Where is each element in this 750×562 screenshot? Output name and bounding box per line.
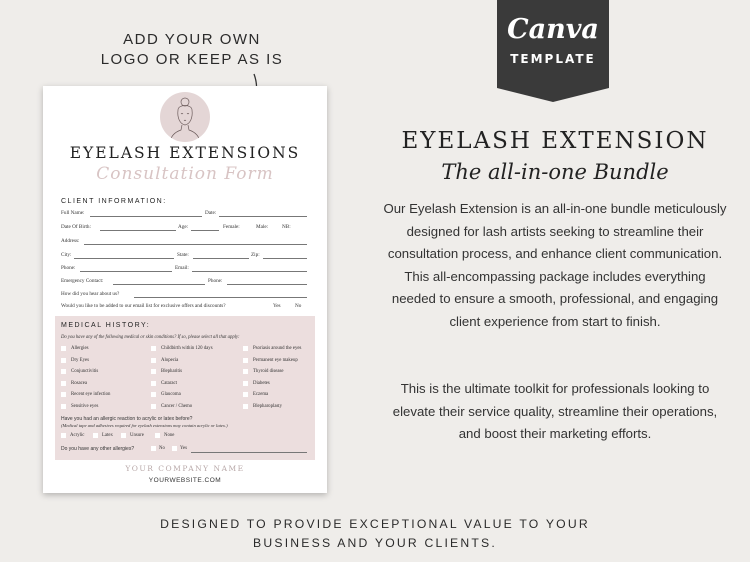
- condition-checkbox[interactable]: [151, 346, 156, 351]
- other-allergies-line: [191, 452, 307, 453]
- form-subtitle: Consultation Form: [96, 164, 274, 184]
- condition-label: Blepharitis: [161, 369, 183, 374]
- condition-checkbox[interactable]: [243, 381, 248, 386]
- allergy-note: (Medical tape and adhesives required for eyelash extensions may contain acrylic or latex.): [61, 423, 228, 428]
- other-allergies-question: Do you have any other allergies?: [61, 446, 135, 452]
- state-label: State:: [177, 252, 189, 258]
- phone-line: [80, 271, 172, 272]
- address-line: [84, 244, 307, 245]
- condition-checkbox[interactable]: [151, 404, 156, 409]
- form-title: EYELASH EXTENSIONS: [69, 144, 301, 162]
- badge-brand: Canva: [507, 14, 599, 45]
- condition-label: Conjunctivitis: [71, 369, 99, 374]
- emergency-contact-line: [113, 284, 205, 285]
- zip-line: [263, 258, 307, 259]
- email-line: [192, 271, 307, 272]
- allergy-option-label: Latex: [102, 433, 113, 438]
- medical-history-heading: MEDICAL HISTORY:: [61, 322, 151, 329]
- phone-label: Phone:: [61, 265, 76, 271]
- condition-label: Rosacea: [71, 380, 87, 386]
- condition-checkbox[interactable]: [61, 404, 66, 409]
- product-subtitle: The all-in-one Bundle: [441, 160, 669, 184]
- emergency-phone-line: [227, 284, 307, 285]
- other-yes-checkbox[interactable]: [172, 446, 177, 451]
- tagline-line1: DESIGNED TO PROVIDE EXCEPTIONAL VALUE TO YOUR: [160, 517, 590, 531]
- full-name-line: [90, 216, 202, 217]
- date-label: Date:: [205, 210, 217, 216]
- canva-template-badge: [497, 0, 609, 88]
- female-label: Female:: [223, 224, 240, 230]
- city-line: [74, 258, 174, 259]
- product-toolkit-text: This is the ultimate toolkit for professionals looking to elevate their service quality, streamline their operations, and boost their marketing efforts.: [392, 381, 718, 442]
- logo-placeholder: [160, 92, 210, 142]
- condition-checkbox[interactable]: [243, 346, 248, 351]
- condition-label: Cancer / Chemo: [161, 403, 193, 409]
- nb-label: NB:: [282, 224, 291, 230]
- other-no-checkbox[interactable]: [151, 446, 156, 451]
- bottom-tagline: [80, 515, 670, 553]
- condition-label: Diabetes: [253, 380, 270, 386]
- tagline-line2: BUSINESS AND YOUR CLIENTS.: [253, 536, 497, 550]
- age-label: Age:: [178, 224, 189, 230]
- condition-label: Psoriasis around the eyes: [253, 346, 302, 351]
- medical-history-section: [55, 316, 315, 460]
- condition-checkbox[interactable]: [61, 392, 66, 397]
- condition-label: Eczema: [253, 392, 269, 397]
- email-list-question: Would you like to be added to our email list for exclusive offers and discounts?: [61, 303, 226, 309]
- condition-checkbox[interactable]: [61, 369, 66, 374]
- hear-about-label: How did you hear about us?: [61, 291, 120, 297]
- product-title: EYELASH EXTENSION: [401, 128, 709, 154]
- allergy-question: Have you had an allergic reaction to acrylic or latex before?: [61, 416, 193, 422]
- state-line: [193, 258, 249, 259]
- allergy-option-checkbox[interactable]: [121, 433, 126, 438]
- company-website: YOURWEBSITE.COM: [148, 477, 222, 484]
- consultation-form-preview: [43, 86, 327, 493]
- logo-note-line1: ADD YOUR OWN: [123, 31, 261, 48]
- condition-checkbox[interactable]: [61, 381, 66, 386]
- company-name: YOUR COMPANY NAME: [125, 464, 245, 473]
- condition-label: Dry Eyes: [71, 357, 89, 363]
- allergy-option-label: Unsure: [130, 433, 144, 438]
- logo-note: [92, 30, 292, 70]
- date-line: [219, 216, 307, 217]
- product-description: Our Eyelash Extension is an all-in-one bundle meticulously designed for lash artists seeking to streamline their consultation process, and enhance client communication. This all-encompassing package includes everything needed to ensure a smooth, professional, and engaging client experience from start to finish.: [383, 201, 727, 329]
- condition-label: Cataract: [161, 380, 177, 386]
- condition-checkbox[interactable]: [151, 358, 156, 363]
- condition-label: Childbirth within 120 days: [161, 346, 213, 351]
- condition-checkbox[interactable]: [243, 369, 248, 374]
- other-no-label: No: [159, 446, 165, 451]
- medical-question: Do you have any of the following medical or skin conditions? If so, please select all that apply:: [61, 335, 240, 340]
- email-label: Email:: [175, 265, 189, 271]
- condition-label: Blepharoplasty: [253, 403, 283, 409]
- condition-label: Glaucoma: [161, 392, 181, 397]
- condition-checkbox[interactable]: [151, 369, 156, 374]
- condition-label: Allergies: [71, 346, 89, 351]
- condition-label: Sensitive eyes: [71, 403, 99, 409]
- allergy-option-label: None: [164, 433, 175, 438]
- allergy-option-checkbox[interactable]: [61, 433, 66, 438]
- emergency-contact-label: Emergency Contact:: [61, 278, 104, 284]
- hear-about-line: [134, 297, 307, 298]
- full-name-label: Full Name:: [61, 210, 85, 216]
- condition-label: Thyroid disease: [253, 369, 284, 374]
- condition-label: Recent eye infection: [71, 392, 111, 397]
- zip-label: Zip:: [251, 252, 260, 258]
- address-label: Address:: [61, 238, 80, 244]
- allergy-option-checkbox[interactable]: [155, 433, 160, 438]
- badge-label: TEMPLATE: [510, 52, 596, 66]
- condition-checkbox[interactable]: [61, 358, 66, 363]
- dob-line: [100, 230, 176, 231]
- condition-checkbox[interactable]: [243, 404, 248, 409]
- client-info-heading: CLIENT INFORMATION:: [61, 198, 167, 205]
- age-line: [191, 230, 219, 231]
- male-label: Male:: [256, 224, 269, 230]
- email-list-no: No: [295, 303, 302, 309]
- dob-label: Date Of Birth:: [61, 224, 91, 230]
- allergy-option-checkbox[interactable]: [93, 433, 98, 438]
- condition-checkbox[interactable]: [151, 392, 156, 397]
- woman-face-icon: [160, 92, 210, 142]
- condition-checkbox[interactable]: [243, 392, 248, 397]
- condition-label: Permanent eye makeup: [253, 357, 298, 363]
- condition-label: Alopecia: [161, 357, 179, 363]
- logo-note-line2: LOGO OR KEEP AS IS: [100, 51, 284, 68]
- other-yes-label: Yes: [180, 446, 187, 451]
- condition-checkbox[interactable]: [151, 381, 156, 386]
- condition-checkbox[interactable]: [243, 358, 248, 363]
- emergency-phone-label: Phone:: [208, 278, 223, 284]
- allergy-option-label: Acrylic: [70, 433, 85, 438]
- email-list-yes: Yes: [273, 303, 281, 309]
- condition-checkbox[interactable]: [61, 346, 66, 351]
- city-label: City:: [61, 252, 72, 258]
